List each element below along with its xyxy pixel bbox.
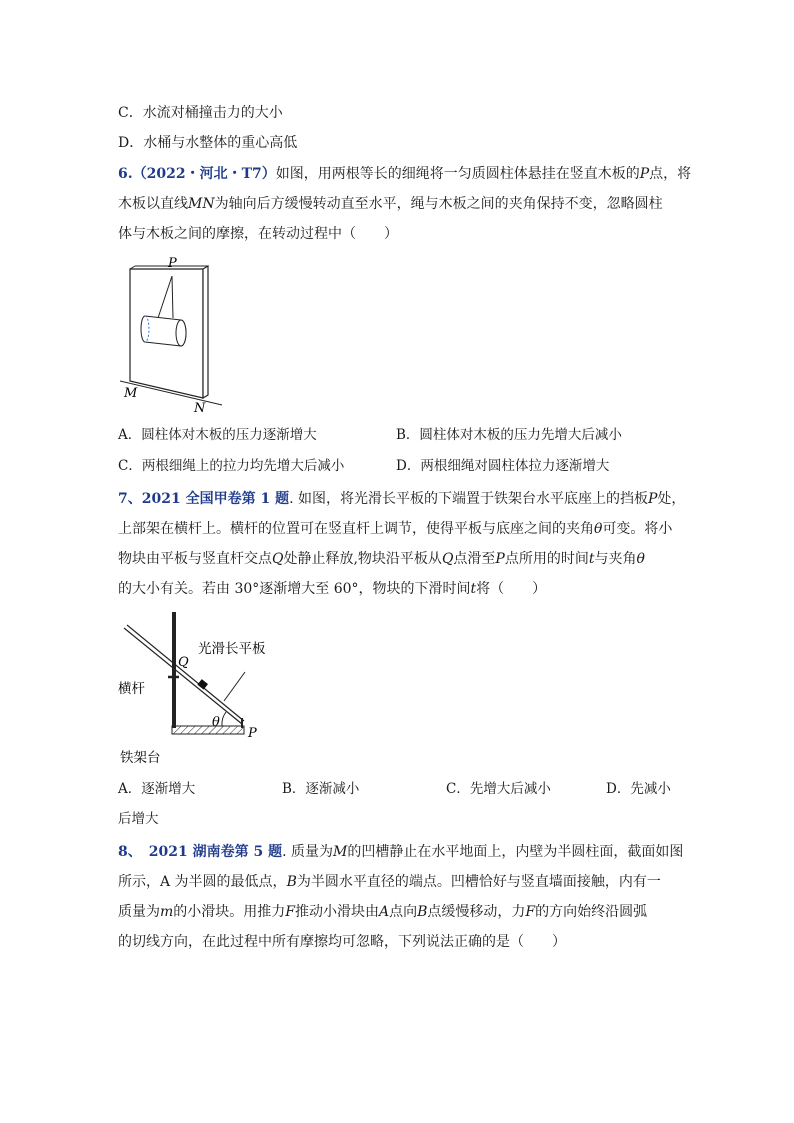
q7-block bbox=[197, 679, 208, 689]
q6-stem-line2 bbox=[118, 194, 663, 214]
q7-option-c: C．先增大后减小 bbox=[446, 781, 551, 797]
q7-label-pointer bbox=[224, 672, 245, 701]
q6-label-m: M bbox=[124, 386, 138, 401]
q6-stem-line1 bbox=[118, 164, 691, 184]
q6-option-a: A．圆柱体对木板的压力逐渐增大 bbox=[118, 427, 317, 443]
q8-var-f: F bbox=[285, 904, 295, 920]
q7-var-p: P bbox=[647, 491, 658, 507]
q7-stem-line2 bbox=[118, 519, 672, 539]
q7-base bbox=[172, 726, 244, 734]
q7-text: 可变。将小 bbox=[602, 521, 673, 537]
q8-var-b: B bbox=[286, 874, 297, 890]
q6-board-edge bbox=[203, 266, 208, 398]
q6-text: 如图，用两根等长的细绳将一匀质圆柱体悬挂在竖直木板的 bbox=[275, 166, 640, 182]
q6-var-mn: MN bbox=[188, 196, 215, 212]
q7-label-q: Q bbox=[178, 655, 189, 670]
q8-text: 点缓慢移动，力 bbox=[427, 904, 526, 920]
q7-var-t: t bbox=[470, 581, 477, 597]
q7-figure bbox=[118, 612, 298, 768]
q5-option-c: C．水流对桶撞击力的大小 bbox=[118, 105, 283, 121]
q7-text: 点所用的时间 bbox=[504, 551, 589, 567]
q7-option-a: A．逐渐增大 bbox=[118, 781, 196, 797]
q8-text: 推动小滑块由 bbox=[295, 904, 379, 920]
q6-var-p: P bbox=[639, 166, 650, 182]
q7-label-theta: θ bbox=[212, 715, 220, 730]
q6-text: 为轴向后方缓慢转动直至水平，绳与木板之间的夹角保持不变，忽略圆柱 bbox=[214, 196, 663, 212]
q5-option-d: D．水桶与水整体的重心高低 bbox=[118, 135, 298, 151]
q7-source: 7、2021 全国甲卷第 1 题 bbox=[118, 491, 290, 507]
q8-source: 8、 2021 湖南卷第 5 题 bbox=[118, 844, 283, 860]
q8-text: 的方向始终沿圆弧 bbox=[535, 904, 648, 920]
q7-text: 处静止释放,物块沿平板从 bbox=[283, 551, 442, 567]
q7-option-d-cont: 后增大 bbox=[118, 811, 159, 827]
q7-var-p: P bbox=[495, 551, 505, 567]
q8-stem-line4: 的切线方向，在此过程中所有摩擦均可忽略，下列说法正确的是（ ） bbox=[118, 934, 566, 950]
q7-stem-line4 bbox=[118, 579, 546, 599]
q8-var-b: B bbox=[417, 904, 428, 920]
q8-text: 质量为 bbox=[118, 904, 160, 920]
q7-stem-line3 bbox=[118, 549, 645, 569]
q7-text: 与夹角 bbox=[594, 551, 637, 567]
q7-text: 处， bbox=[657, 491, 686, 507]
q7-board-bottom bbox=[127, 625, 244, 721]
q8-var-m-big: M bbox=[332, 844, 348, 860]
q7-label-crossbar: 横杆 bbox=[118, 681, 145, 697]
q8-text: 为半圆水平直径的端点。凹槽恰好与竖直墙面接触，内有一 bbox=[296, 874, 661, 890]
q8-var-m: m bbox=[160, 904, 174, 920]
q7-text: 点滑至 bbox=[453, 551, 496, 567]
q6-text: 点，将 bbox=[649, 166, 692, 182]
q7-var-theta: θ bbox=[636, 551, 645, 567]
q7-text: 上部架在横杆上。横杆的位置可在竖直杆上调节，使得平板与底座之间的夹角 bbox=[118, 521, 594, 537]
q8-text: 点向 bbox=[389, 904, 418, 920]
q6-label-n: N bbox=[194, 401, 206, 414]
q7-var-q: Q bbox=[272, 551, 284, 567]
q6-option-c: C．两根细绳上的拉力均先增大后减小 bbox=[118, 458, 345, 474]
q8-text: 的凹槽静止在水平地面上，内壁为半圆柱面，截面如图 bbox=[347, 844, 684, 860]
q8-stem-line2 bbox=[118, 872, 661, 892]
q7-text: . 如图，将光滑长平板的下端置于铁架台水平底座上的挡板 bbox=[289, 491, 648, 507]
q8-text: 的小滑块。用推力 bbox=[173, 904, 286, 920]
q6-stem-line3: 体与木板之间的摩擦，在转动过程中（ ） bbox=[118, 226, 398, 242]
q7-label-stand: 铁架台 bbox=[120, 750, 161, 766]
q6-option-d: D．两根细绳对圆柱体拉力逐渐增大 bbox=[396, 458, 610, 474]
q8-text: . 质量为 bbox=[282, 844, 333, 860]
q6-text: 木板以直线 bbox=[118, 196, 188, 212]
q7-option-d: D．先减小 bbox=[606, 781, 671, 797]
q7-label-board: 光滑长平板 bbox=[198, 641, 266, 657]
q7-text: 将（ ） bbox=[476, 581, 547, 597]
q6-cylinder bbox=[141, 316, 186, 346]
q7-option-b: B．逐渐减小 bbox=[282, 781, 360, 797]
q8-stem-line3 bbox=[118, 902, 647, 922]
q7-text: 的大小有关。若由 30°逐渐增大至 60°，物块的下滑时间 bbox=[118, 581, 471, 597]
q7-text: 物块由平板与竖直杆交点 bbox=[118, 551, 272, 567]
q7-label-p: P bbox=[248, 726, 257, 741]
q8-var-a: A bbox=[379, 904, 390, 920]
q6-option-b: B．圆柱体对木板的压力先增大后减小 bbox=[396, 427, 622, 443]
q8-var-f: F bbox=[525, 904, 536, 920]
q6-label-p: P bbox=[168, 256, 177, 271]
q7-var-t: t bbox=[588, 551, 595, 567]
q7-stem-line1 bbox=[118, 489, 685, 509]
q6-figure bbox=[118, 256, 228, 414]
q8-text: 所示，A 为半圆的最低点， bbox=[118, 874, 287, 890]
q7-var-q: Q bbox=[441, 551, 454, 567]
q6-source: 6.（2022・河北・T7） bbox=[118, 166, 276, 182]
q7-var-theta: θ bbox=[594, 521, 603, 537]
q7-angle-arc bbox=[222, 712, 226, 726]
q8-stem-line1 bbox=[118, 842, 683, 862]
